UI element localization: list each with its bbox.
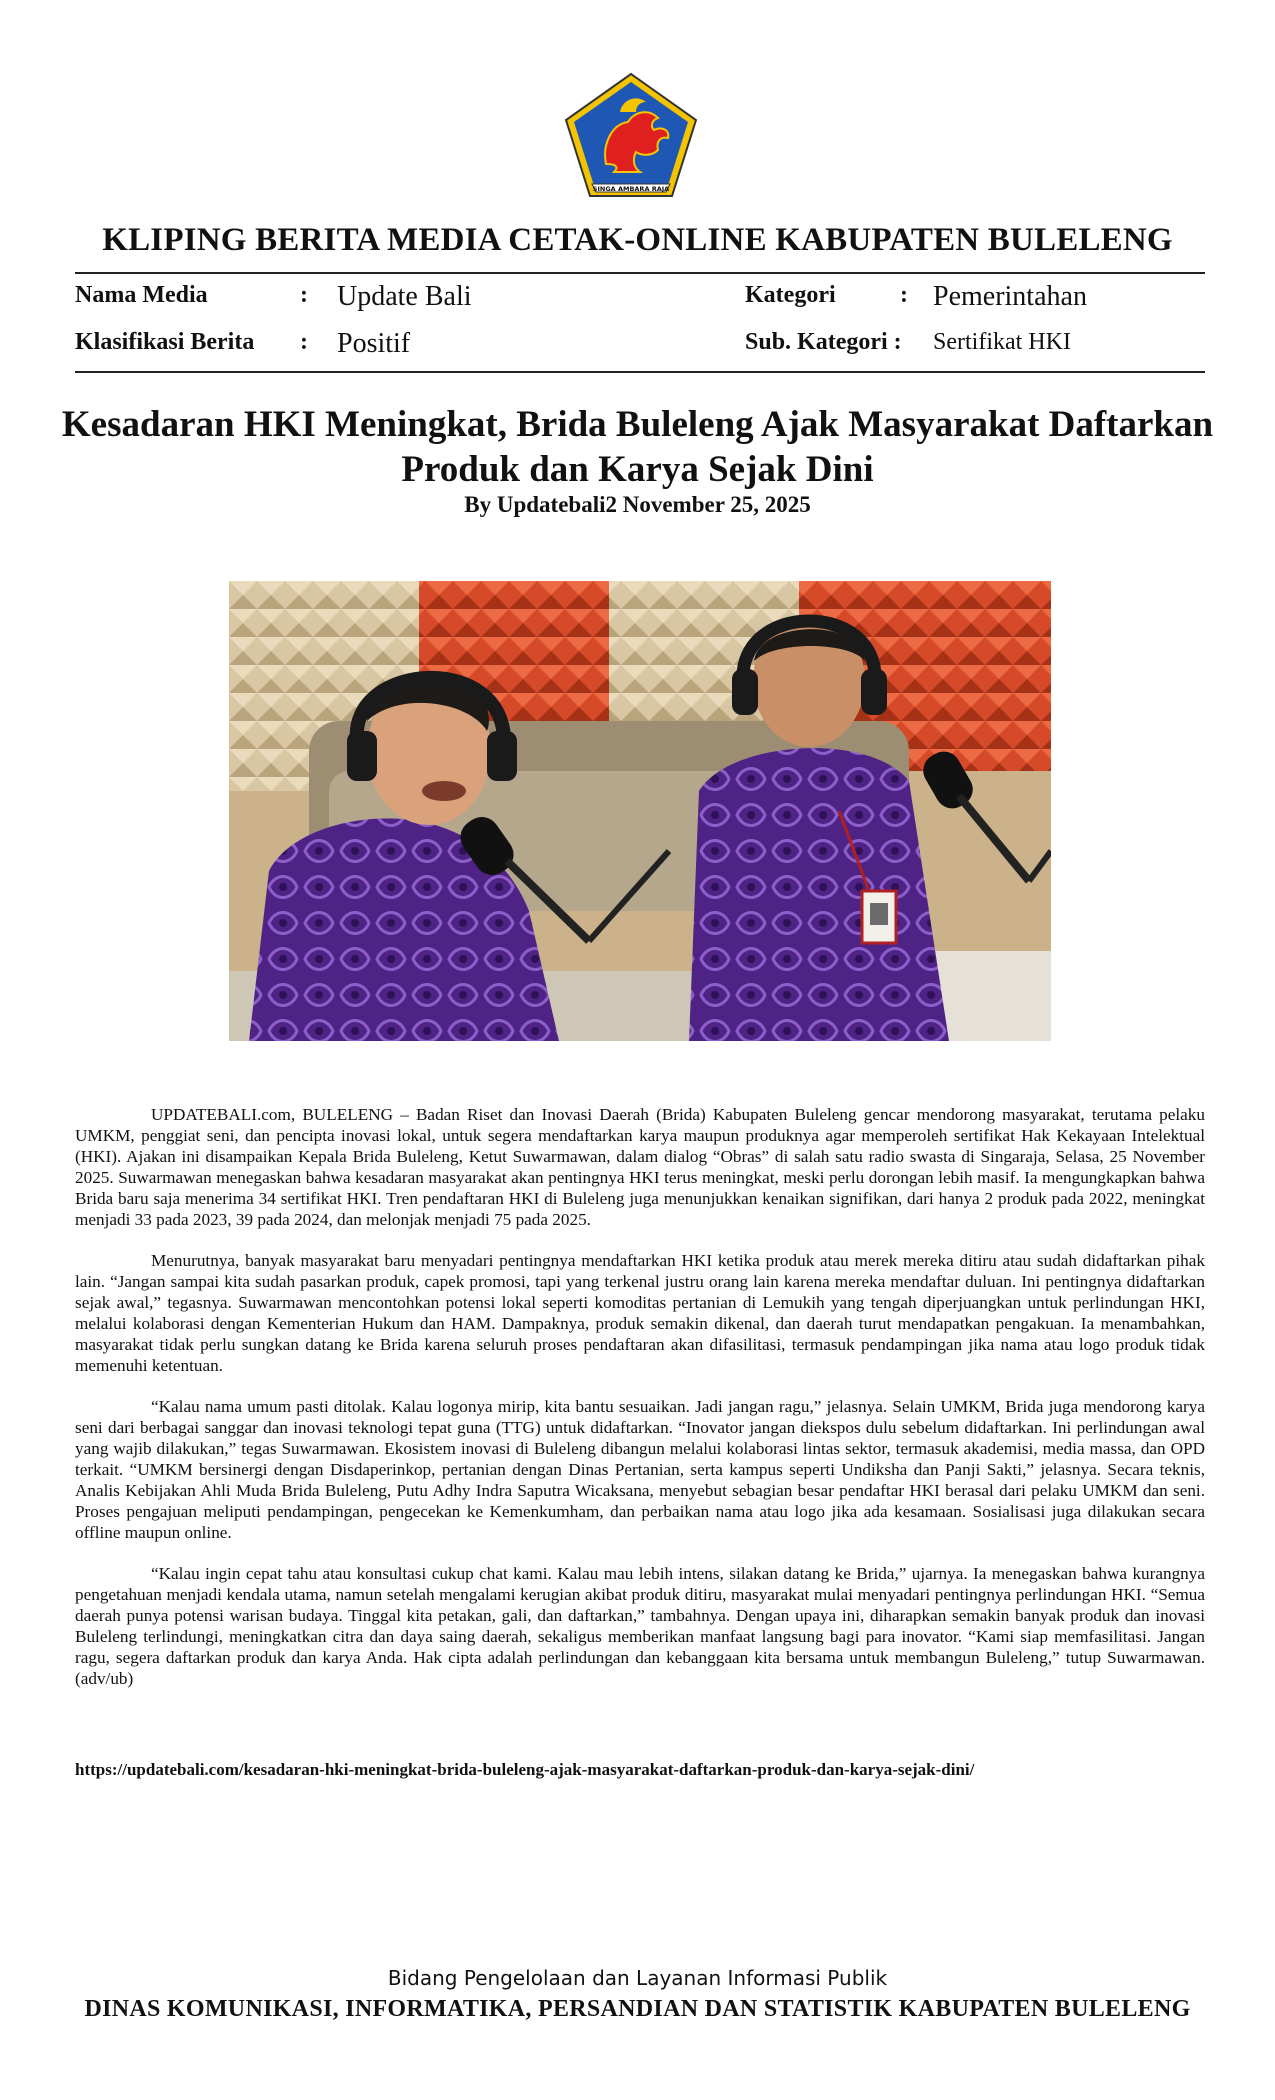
article-photo bbox=[229, 581, 1051, 1041]
article-title: Kesadaran HKI Meningkat, Brida Buleleng Ajak Masyarakat Daftarkan Produk dan Karya Sejak Dini bbox=[61, 404, 1214, 490]
kategori-colon: : bbox=[900, 282, 908, 308]
kategori-label: Kategori bbox=[745, 282, 836, 308]
klasifikasi-value: Positif bbox=[337, 328, 411, 359]
article-body bbox=[75, 1104, 1205, 1709]
logo-motto: SINGA AMBARA RAJA bbox=[592, 185, 670, 193]
buleleng-emblem-logo bbox=[562, 72, 700, 200]
nama-media-colon: : bbox=[300, 282, 308, 308]
header-divider-top bbox=[75, 272, 1205, 274]
article-paragraph-3: “Kalau nama umum pasti ditolak. Kalau logonya mirip, kita bantu sesuaikan. Jadi jangan ragu,” jelasnya. Selain UMKM, Brida juga mendorong karya seni dari berbagai sanggar dan inovasi teknologi tepat guna (TTG) untuk didaftarkan. “Inovator jangan diekspos dulu sebelum didaftarkan. Ini perlindungan awal yang wajib dilakukan,” tegas Suwarmawan. Ekosistem inovasi di Buleleng dibangun melalui kolaborasi lintas sektor, termasuk akademisi, media massa, dan OPD terkait. “UMKM bersinergi dengan Disdaperinkop, pertanian dengan Dinas Pertanian, serta kampus seperti Undiksha dan Panji Sakti,” jelasnya. Secara teknis, Analis Kebijakan Ahli Muda Brida Buleleng, Putu Adhy Indra Saputra Wicaksana, menyebut sebagian besar pendaftar HKI berasal dari pelaku UMKM dan seni. Proses pengajuan meliputi pendampingan, pengecekan ke Kemenkumham, dan perbaikan nama atau logo jika ada kesamaan. Sosialisasi juga dilakukan secara offline maupun online. bbox=[75, 1397, 1205, 1542]
footer-division: Bidang Pengelolaan dan Layanan Informasi Publik bbox=[387, 1966, 888, 1990]
header-divider-bottom bbox=[75, 371, 1205, 373]
article-paragraph-4: “Kalau ingin cepat tahu atau konsultasi cukup chat kami. Kalau mau lebih intens, silakan datang ke Brida,” ujarnya. Ia menegaskan bahwa kurangnya pengetahuan menjadi kendala utama, namun setelah mengalami kerugian akibat produk ditiru, masyarakat mulai menyadari pentingnya perlindungan HKI. “Semua daerah punya potensi warisan budaya. Tinggal kita petakan, gali, dan daftarkan,” tambahnya. Dengan upaya ini, diharapkan semakin banyak produk dan inovasi Buleleng terlindungi, meningkatkan citra dan daya saing daerah, sekaligus memberikan manfaat langsung bagi para inovator. “Kami siap memfasilitasi. Jangan ragu, segera daftarkan produk dan karya Anda. Hak cipta adalah perlindungan dan kebanggaan kita bersama untuk membangun Buleleng,” tutup Suwarmawan.(adv/ub) bbox=[75, 1564, 1205, 1688]
article-byline: By Updatebali2 November 25, 2025 bbox=[464, 492, 811, 517]
clipping-header-title: KLIPING BERITA MEDIA CETAK-ONLINE KABUPATEN BULELENG bbox=[102, 222, 1173, 258]
article-paragraph-2: Menurutnya, banyak masyarakat baru menyadari pentingnya mendaftarkan HKI ketika produk atau merek mereka ditiru atau sudah didaftarkan pihak lain. “Jangan sampai kita sudah pasarkan produk, capek promosi, tapi yang terkenal justru orang lain karena mereka mendaftar duluan. Ini pentingnya didaftarkan sejak awal,” tegasnya. Suwarmawan mencontohkan potensi lokal seperti komoditas pertanian di Lemukih yang tengah diperjuangkan untuk perlindungan HKI, melalui kolaborasi dengan Kementerian Hukum dan HAM. Dampaknya, produk semakin dikenal, dan daerah turut mendapatkan pengakuan. Ia menambahkan, masyarakat tidak perlu sungkan datang ke Brida karena seluruh proses pendaftaran akan difasilitasi, termasuk pendampingan jika nama atau logo produk tidak memenuhi ketentuan. bbox=[75, 1251, 1205, 1375]
klasifikasi-colon: : bbox=[300, 329, 308, 355]
footer-agency: DINAS KOMUNIKASI, INFORMATIKA, PERSANDIAN DAN STATISTIK KABUPATEN BULELENG bbox=[84, 1996, 1191, 2022]
article-source-link[interactable]: https://updatebali.com/kesadaran-hki-meningkat-brida-buleleng-ajak-masyarakat-daftarkan-produk-dan-karya-sejak-dini/ bbox=[75, 1760, 975, 1779]
nama-media-label: Nama Media bbox=[75, 282, 208, 308]
kategori-value: Pemerintahan bbox=[933, 281, 1087, 312]
nama-media-value: Update Bali bbox=[337, 281, 472, 312]
klasifikasi-label: Klasifikasi Berita bbox=[75, 329, 255, 355]
article-paragraph-1: UPDATEBALI.com, BULELENG – Badan Riset dan Inovasi Daerah (Brida) Kabupaten Buleleng gencar mendorong masyarakat, terutama pelaku UMKM, penggiat seni, dan pencipta inovasi lokal, untuk segera mendaftarkan karya maupun produknya agar memperoleh sertifikat Hak Kekayaan Intelektual (HKI). Ajakan ini disampaikan Kepala Brida Buleleng, Ketut Suwarmawan, dalam dialog “Obras” di salah satu radio swasta di Singaraja, Selasa, 25 November 2025. Suwarmawan menegaskan bahwa kesadaran masyarakat akan pentingnya HKI terus meningkat, meski perlu dorongan lebih masif. Ia mengungkapkan bahwa Brida baru saja menerima 34 sertifikat HKI. Tren pendaftaran HKI di Buleleng juga menunjukkan kenaikan signifikan, dari hanya 2 produk pada 2022, meningkat menjadi 33 pada 2023, 39 pada 2024, dan melonjak menjadi 75 pada 2025. bbox=[75, 1105, 1205, 1229]
sub-kategori-label: Sub. Kategori : bbox=[745, 329, 902, 355]
sub-kategori-value: Sertifikat HKI bbox=[933, 329, 1071, 355]
